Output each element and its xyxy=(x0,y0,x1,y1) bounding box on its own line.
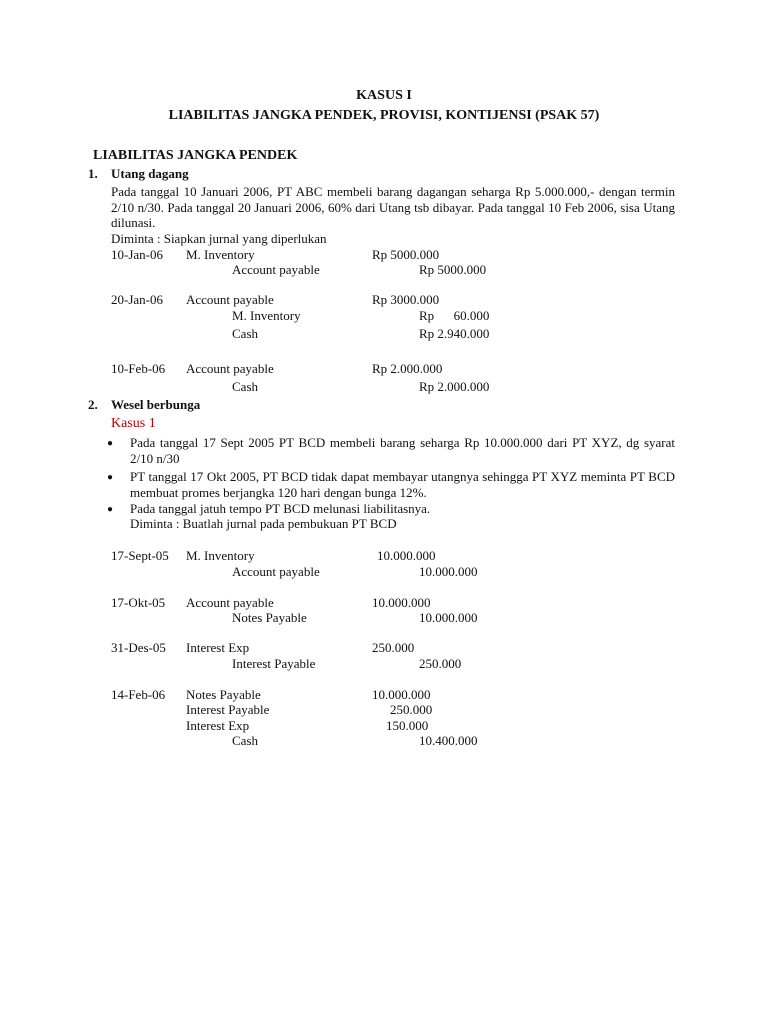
journal-credit-account: Account payable xyxy=(232,564,320,579)
journal-credit-amount: 10.400.000 xyxy=(419,733,478,748)
journal-date: 31-Des-05 xyxy=(111,640,166,655)
section-heading: LIABILITAS JANGKA PENDEK xyxy=(93,148,298,163)
journal-debit-amount: Rp 2.000.000 xyxy=(372,361,443,376)
journal-date: 17-Sept-05 xyxy=(111,548,169,563)
journal-credit-account: Account payable xyxy=(232,262,320,277)
journal-debit-account: Account payable xyxy=(186,361,274,376)
journal-debit-amount: 150.000 xyxy=(386,718,429,733)
journal-date: 10-Jan-06 xyxy=(111,247,163,262)
journal-date: 10-Feb-06 xyxy=(111,361,166,376)
journal-credit-amount: 250.000 xyxy=(419,656,462,671)
journal-credit-amount: Rp 5000.000 xyxy=(419,262,487,277)
bullet-icon: ● xyxy=(107,504,114,515)
journal-credit-amount: Rp 2.000.000 xyxy=(419,379,490,394)
journal-date: 20-Jan-06 xyxy=(111,292,163,307)
journal-credit-amount: 10.000.000 xyxy=(419,610,478,625)
journal-debit-amount: Rp 3000.000 xyxy=(372,292,440,307)
case-label: Kasus 1 xyxy=(111,416,156,431)
journal-debit-account: Account payable xyxy=(186,292,274,307)
journal-credit-account: Cash xyxy=(232,379,258,394)
bullet-text: Pada tanggal 17 Sept 2005 PT BCD membeli barang seharga Rp 10.000.000 dari PT XYZ, dg syarat 2/10 n/30 xyxy=(130,435,675,466)
journal-debit-amount: 250.000 xyxy=(372,640,415,655)
item1-paragraph: Pada tanggal 10 Januari 2006, PT ABC membeli barang dagangan seharga Rp 5.000.000,- dengan termin 2/10 n/30. Pada tanggal 20 Januari 2006, 60% dari Utang tsb dibayar. Pada tanggal 10 Feb 2006, sisa Utang dilunasi. xyxy=(111,184,675,230)
item2-heading: Wesel berbunga xyxy=(111,397,201,412)
journal-credit-amount: Rp 60.000 xyxy=(419,308,490,323)
item1-instruction: Diminta : Siapkan jurnal yang diperlukan xyxy=(111,231,327,246)
item2-instruction: Diminta : Buatlah jurnal pada pembukuan PT BCD xyxy=(130,516,397,531)
journal-credit-account: Notes Payable xyxy=(232,610,307,625)
journal-date: 17-Okt-05 xyxy=(111,595,166,610)
item1-number: 1. xyxy=(88,166,98,181)
bullet-icon: ● xyxy=(107,438,114,449)
journal-credit-account: Interest Payable xyxy=(232,656,316,671)
journal-debit-account: M. Inventory xyxy=(186,247,255,262)
journal-debit-account: Interest Exp xyxy=(186,640,250,655)
item1-heading: Utang dagang xyxy=(111,166,189,181)
document-subtitle: LIABILITAS JANGKA PENDEK, PROVISI, KONTIJENSI (PSAK 57) xyxy=(168,108,600,123)
journal-date: 14-Feb-06 xyxy=(111,687,166,702)
bullet-icon: ● xyxy=(107,472,114,483)
journal-debit-amount: 10.000.000 xyxy=(377,548,436,563)
journal-credit-amount: Rp 2.940.000 xyxy=(419,326,490,341)
journal-debit-account: Interest Exp xyxy=(186,718,250,733)
document-title: KASUS I xyxy=(356,88,412,103)
journal-credit-account: Cash xyxy=(232,326,258,341)
bullet-text: PT tanggal 17 Okt 2005, PT BCD tidak dapat membayar utangnya sehingga PT XYZ meminta PT BCD membuat promes berjangka 120 hari dengan bunga 12%. xyxy=(130,469,675,500)
journal-credit-account: M. Inventory xyxy=(232,308,301,323)
journal-debit-amount: 250.000 xyxy=(390,702,433,717)
journal-debit-amount: 10.000.000 xyxy=(372,687,431,702)
journal-credit-account: Cash xyxy=(232,733,258,748)
journal-debit-account: M. Inventory xyxy=(186,548,255,563)
journal-debit-account: Notes Payable xyxy=(186,687,261,702)
journal-debit-account: Interest Payable xyxy=(186,702,270,717)
item2-number: 2. xyxy=(88,397,98,412)
journal-debit-amount: Rp 5000.000 xyxy=(372,247,440,262)
journal-debit-amount: 10.000.000 xyxy=(372,595,431,610)
bullet-text: Pada tanggal jatuh tempo PT BCD melunasi liabilitasnya. xyxy=(130,501,431,516)
journal-credit-amount: 10.000.000 xyxy=(419,564,478,579)
journal-debit-account: Account payable xyxy=(186,595,274,610)
